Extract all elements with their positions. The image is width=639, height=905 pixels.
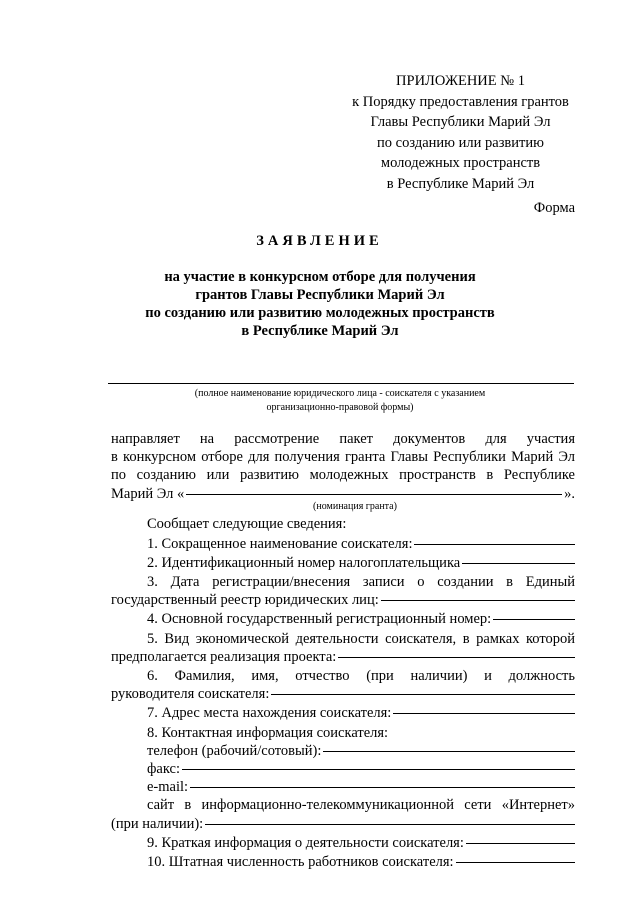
fax-row <box>111 760 575 778</box>
caption-line: организационно-правовой формы) <box>266 401 414 413</box>
site-line1: сайт в информационно-телекоммуникационной сети «Интернет» <box>147 797 575 814</box>
subtitle-line: по созданию или развитию молодежных пространств <box>145 305 495 321</box>
item-label: 4. Основной государственный регистрационный номер: <box>147 611 492 628</box>
intro-line: в конкурсном отборе для получения гранта Главы Республики Марий Эл <box>111 449 575 466</box>
activity-info-field[interactable] <box>466 843 575 844</box>
intro-line-start: Марий Эл « <box>111 485 185 502</box>
intro-paragraph <box>111 430 575 503</box>
item-10 <box>111 853 575 871</box>
nomination-caption: (номинация гранта) <box>313 501 397 512</box>
item-label: 10. Штатная численность работников соискателя: <box>147 853 454 870</box>
form-label: Форма <box>533 200 575 216</box>
item-label: 1. Сокращенное наименование соискателя: <box>147 535 413 552</box>
site-line2 <box>111 815 575 833</box>
applicant-name-caption <box>150 387 530 414</box>
item-label: (при наличии): <box>111 815 204 832</box>
appendix-line: ПРИЛОЖЕНИЕ № 1 <box>396 73 525 89</box>
subtitle-line: грантов Главы Республики Марий Эл <box>195 287 445 303</box>
appendix-header <box>318 71 603 194</box>
info-section <box>111 515 575 871</box>
inn-field[interactable] <box>462 563 575 564</box>
item-6-line2 <box>111 685 575 703</box>
caption-line: (полное наименование юридического лица - соискателя с указанием <box>194 388 486 399</box>
intro-line-end: ». <box>564 485 575 502</box>
ogrn-field[interactable] <box>493 619 575 620</box>
item-3-line2 <box>111 591 575 609</box>
subtitle-line: на участие в конкурсном отборе для получения <box>164 269 476 285</box>
applicant-name-field[interactable] <box>108 383 574 384</box>
fax-field[interactable] <box>182 769 575 770</box>
nomination-field[interactable] <box>186 494 562 495</box>
item-8: 8. Контактная информация соискателя: <box>147 724 389 741</box>
activity-type-field[interactable] <box>338 657 575 658</box>
intro-line: направляет на рассмотрение пакет документов для участия <box>111 431 575 447</box>
appendix-line: Главы Республики Марий Эл <box>370 114 551 130</box>
item-label: 7. Адрес места нахождения соискателя: <box>147 705 392 722</box>
item-7 <box>111 704 575 722</box>
appendix-line: молодежных пространств <box>380 155 541 171</box>
item-label: 9. Краткая информация о деятельности соискателя: <box>147 834 464 851</box>
email-row <box>111 778 575 796</box>
item-2 <box>111 554 575 572</box>
phone-row <box>111 742 575 760</box>
appendix-line: в Республике Марий Эл <box>386 175 535 192</box>
item-label: 2. Идентификационный номер налогоплательщика <box>147 554 461 571</box>
item-label: факс: <box>147 760 180 777</box>
intro-line: по созданию или развитию молодежных пространств в Республике <box>111 467 575 484</box>
short-name-field[interactable] <box>414 544 575 545</box>
item-label: e-mail: <box>147 779 189 796</box>
item-6-line1: 6. Фамилия, имя, отчество (при наличии) и должность <box>147 667 575 684</box>
subtitle-line: в Республике Марий Эл <box>241 323 399 339</box>
item-1 <box>111 535 575 553</box>
item-9 <box>111 834 575 852</box>
item-5-line1: 5. Вид экономической деятельности соискателя, в рамках которой <box>147 630 575 647</box>
item-label: государственный реестр юридических лиц: <box>111 592 379 609</box>
phone-field[interactable] <box>323 751 575 752</box>
info-intro: Сообщает следующие сведения: <box>147 516 347 532</box>
appendix-line: по созданию или развитию <box>377 134 544 151</box>
appendix-line: к Порядку предоставления грантов <box>352 93 569 110</box>
document-subtitle <box>110 268 530 340</box>
item-label: предполагается реализация проекта: <box>111 648 337 665</box>
item-5-line2 <box>111 648 575 666</box>
item-3-line1: 3. Дата регистрации/внесения записи о создании в Единый <box>147 573 575 590</box>
head-name-field[interactable] <box>271 694 575 695</box>
address-field[interactable] <box>393 713 575 714</box>
staff-count-field[interactable] <box>456 862 575 863</box>
document-title: ЗАЯВЛЕНИЕ <box>256 233 383 249</box>
registration-date-field[interactable] <box>381 600 575 601</box>
item-label: руководителя соискателя: <box>111 686 270 703</box>
item-label: телефон (рабочий/сотовый): <box>147 742 322 759</box>
item-4 <box>111 610 575 628</box>
website-field[interactable] <box>205 824 575 825</box>
email-field[interactable] <box>190 787 575 788</box>
